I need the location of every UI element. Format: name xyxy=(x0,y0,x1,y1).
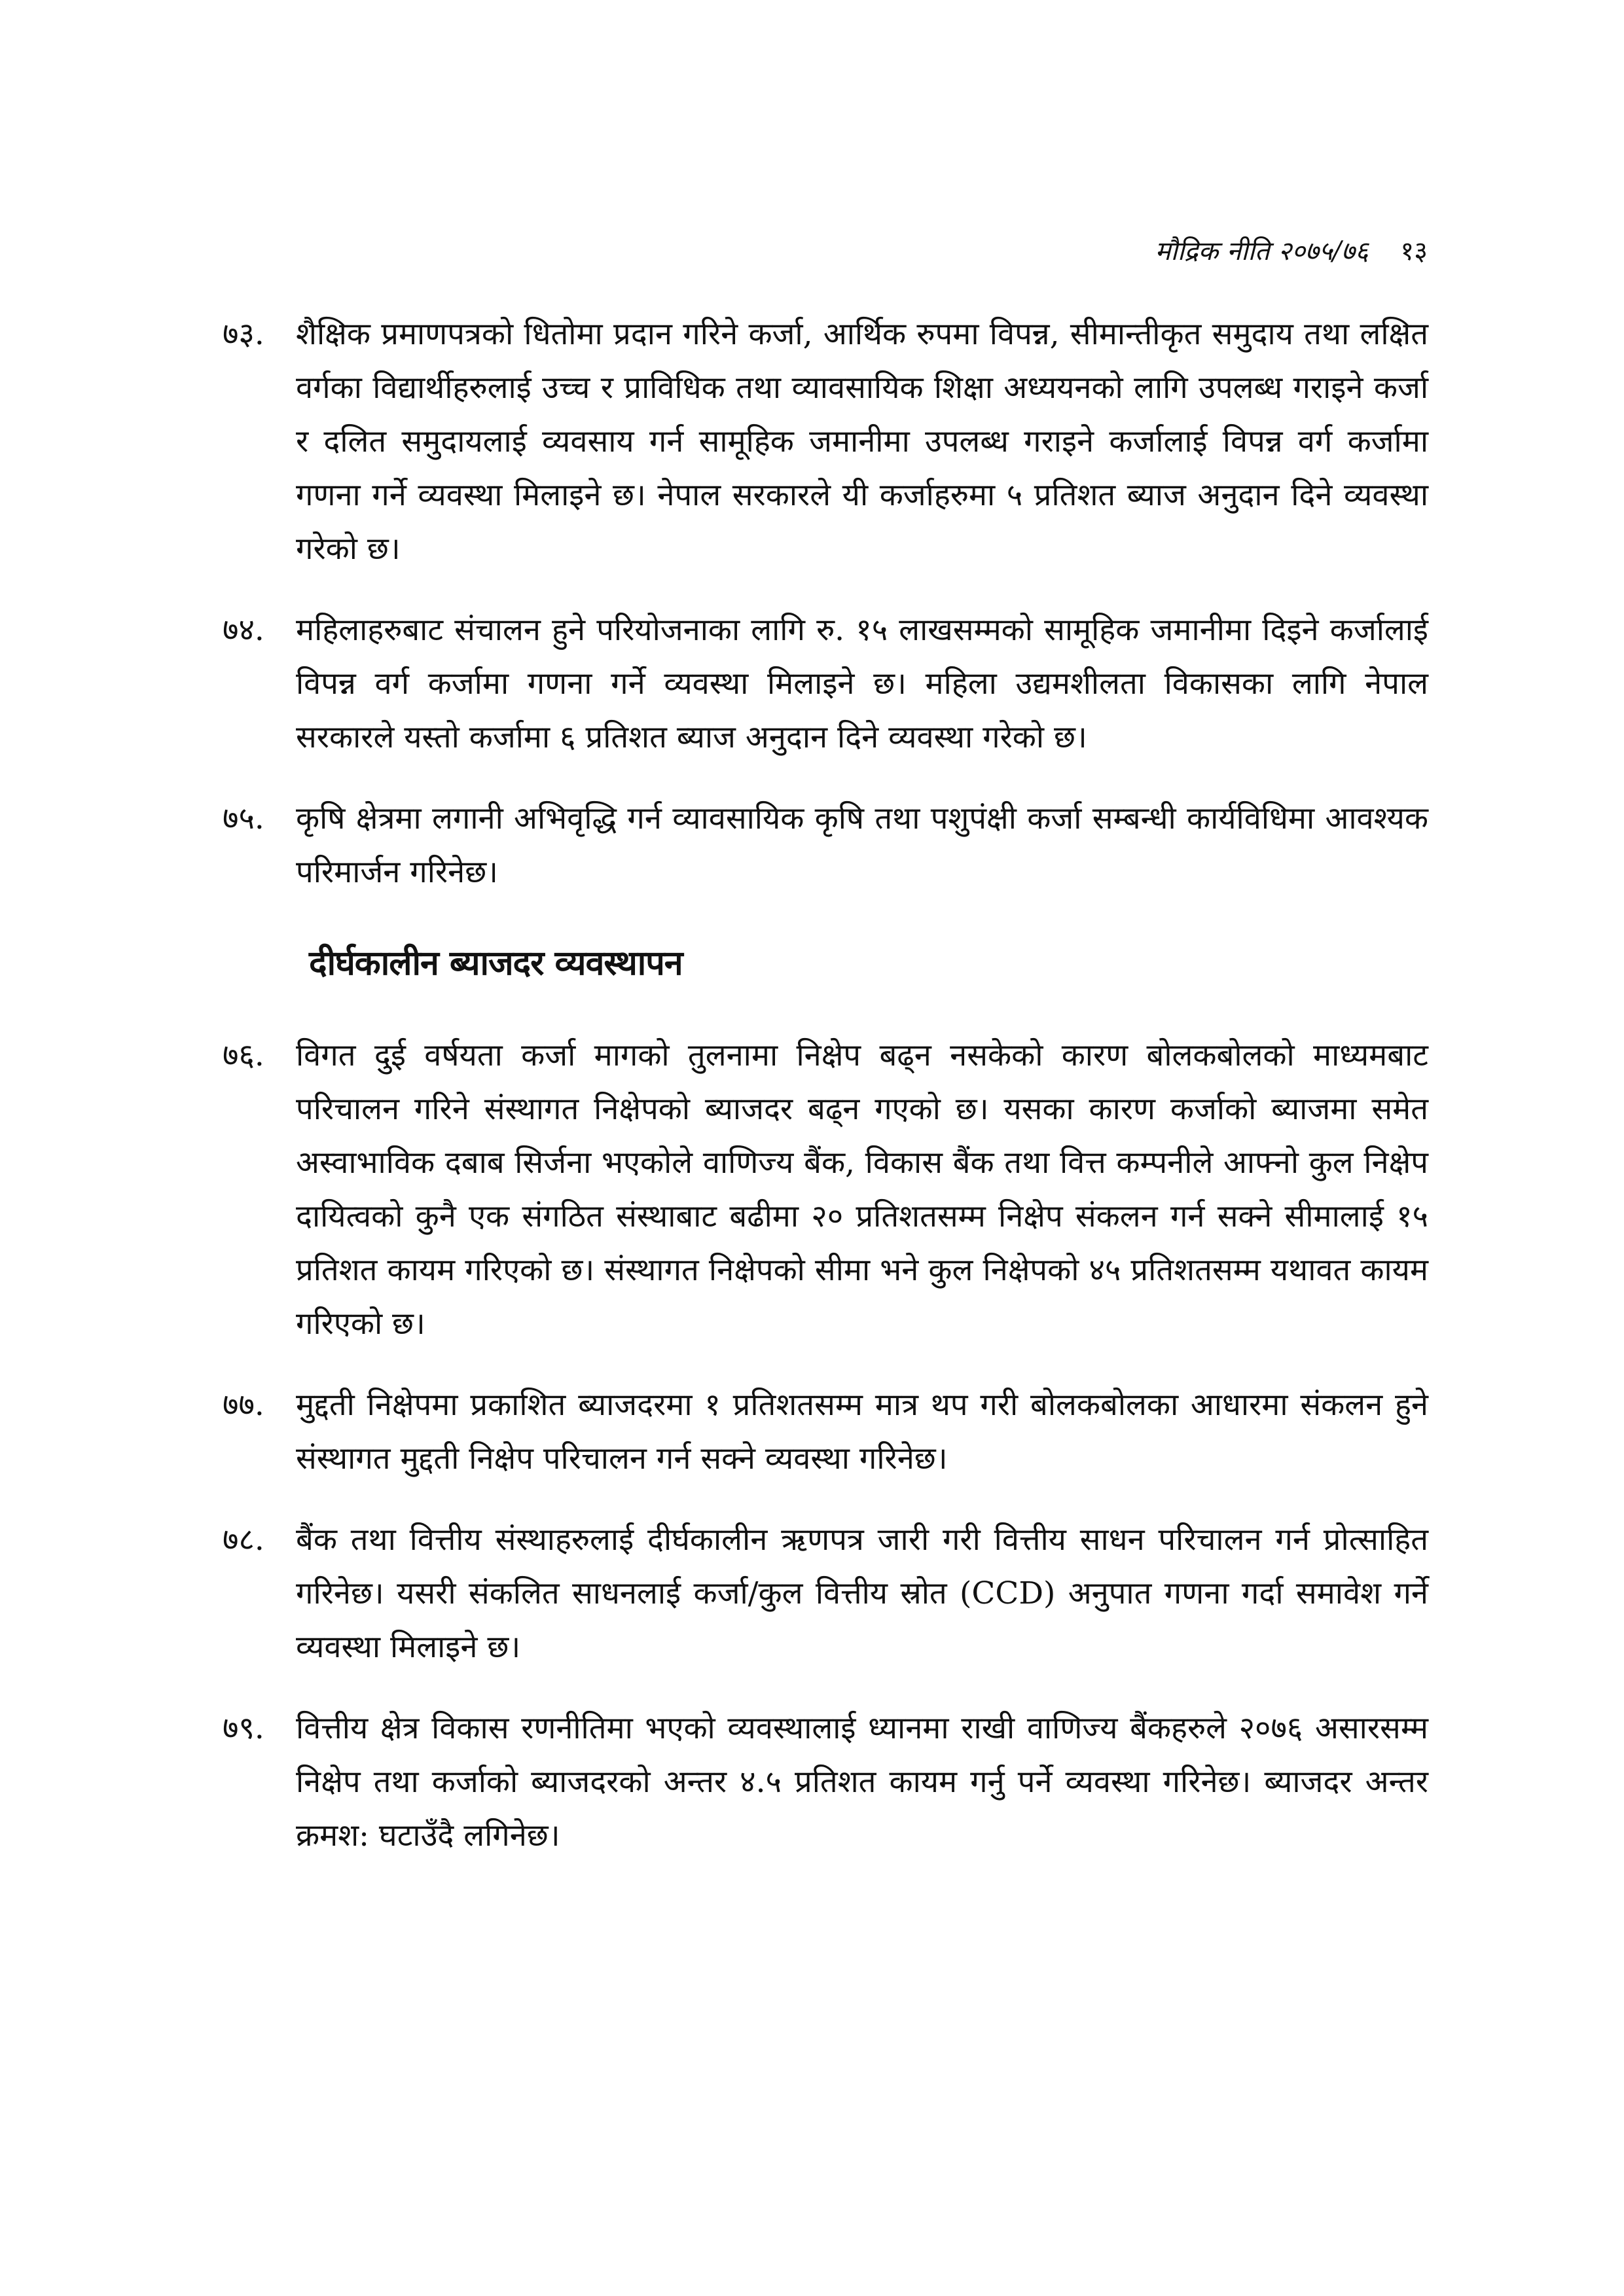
paragraph-text: कृषि क्षेत्रमा लगानी अभिवृद्धि गर्न व्यावसायिक कृषि तथा पशुपंक्षी कर्जा सम्बन्धी कार्यविधिमा आवश्यक परिमार्जन गरिनेछ। xyxy=(296,800,1428,890)
paragraph-74 xyxy=(223,603,1428,764)
section-heading: दीर्घकालीन ब्याजदर व्यवस्थापन xyxy=(309,944,683,983)
paragraph-73 xyxy=(223,308,1428,576)
paragraph-number: ७९. xyxy=(223,1710,264,1746)
paragraph-number: ७६. xyxy=(223,1037,264,1073)
paragraph-number: ७७. xyxy=(223,1387,264,1423)
paragraph-text: बैंक तथा वित्तीय संस्थाहरुलाई दीर्घकालीन ऋणपत्र जारी गरी वित्तीय साधन परिचालन गर्न प्रोत्साहित गरिनेछ। यसरी संकलित साधनलाई कर्जा/कुल वित्तीय स्रोत (CCD) अनुपात गणना गर्दा समावेश गर्ने व्यवस्था मिलाइने छ। xyxy=(296,1522,1428,1665)
paragraph-text: वित्तीय क्षेत्र विकास रणनीतिमा भएको व्यवस्थालाई ध्यानमा राखी वाणिज्य बैंकहरुले २०७६ असारसम्म निक्षेप तथा कर्जाको ब्याजदरको अन्तर ४.५ प्रतिशत कायम गर्नु पर्ने व्यवस्था गरिनेछ। ब्याजदर अन्तर क्रमश: घटाउँदै लगिनेछ। xyxy=(296,1710,1428,1854)
paragraph-number: ७५. xyxy=(223,800,264,836)
paragraph-78 xyxy=(223,1513,1428,1674)
paragraph-number: ७३. xyxy=(223,316,264,352)
paragraph-number: ७८. xyxy=(223,1522,264,1558)
paragraph-77 xyxy=(223,1378,1428,1486)
paragraph-text: महिलाहरुबाट संचालन हुने परियोजनाका लागि रु. १५ लाखसम्मको सामूहिक जमानीमा दिइने कर्जालाई विपन्न वर्ग कर्जामा गणना गर्ने व्यवस्था मिलाइने छ। महिला उद्यमशीलता विकासका लागि नेपाल सरकारले यस्तो कर्जामा ६ प्रतिशत ब्याज अनुदान दिने व्यवस्था गरेको छ। xyxy=(296,612,1428,755)
paragraph-text: शैक्षिक प्रमाणपत्रको धितोमा प्रदान गरिने कर्जा, आर्थिक रुपमा विपन्न, सीमान्तीकृत समुदाय तथा लक्षित वर्गका विद्यार्थीहरुलाई उच्च र प्राविधिक तथा व्यावसायिक शिक्षा अध्ययनको लागि उपलब्ध गराइने कर्जा र दलित समुदायलाई व्यवसाय गर्न सामूहिक जमानीमा उपलब्ध गराइने कर्जालाई विपन्न वर्ग कर्जामा गणना गर्ने व्यवस्था मिलाइने छ। नेपाल सरकारले यी कर्जाहरुमा ५ प्रतिशत ब्याज अनुदान दिने व्यवस्था गरेको छ। xyxy=(296,316,1428,567)
running-header xyxy=(1155,233,1428,270)
paragraph-text: मुद्दती निक्षेपमा प्रकाशित ब्याजदरमा १ प्रतिशतसम्म मात्र थप गरी बोलकबोलका आधारमा संकलन हुने संस्थागत मुद्दती निक्षेप परिचालन गर्न सक्ने व्यवस्था गरिनेछ। xyxy=(296,1387,1428,1477)
page-number: १३ xyxy=(1400,236,1428,266)
paragraph-79 xyxy=(223,1702,1428,1863)
paragraph-76 xyxy=(223,1029,1428,1351)
paragraph-75 xyxy=(223,792,1428,899)
paragraph-text: विगत दुई वर्षयता कर्जा मागको तुलनामा निक्षेप बढ्न नसकेको कारण बोलकबोलको माध्यमबाट परिचालन गरिने संस्थागत निक्षेपको ब्याजदर बढ्न गएको छ। यसका कारण कर्जाको ब्याजमा समेत अस्वाभाविक दबाब सिर्जना भएकोले वाणिज्य बैंक, विकास बैंक तथा वित्त कम्पनीले आफ्नो कुल निक्षेप दायित्वको कुनै एक संगठित संस्थाबाट बढीमा २० प्रतिशतसम्म निक्षेप संकलन गर्न सक्ने सीमालाई १५ प्रतिशत कायम गरिएको छ। संस्थागत निक्षेपको सीमा भने कुल निक्षेपको ४५ प्रतिशतसम्म यथावत कायम गरिएको छ। xyxy=(296,1037,1428,1342)
running-header-title: मौद्रिक नीति २०७५/७६ xyxy=(1155,236,1369,266)
paragraph-number: ७४. xyxy=(223,612,264,648)
page-content xyxy=(223,308,1428,1890)
